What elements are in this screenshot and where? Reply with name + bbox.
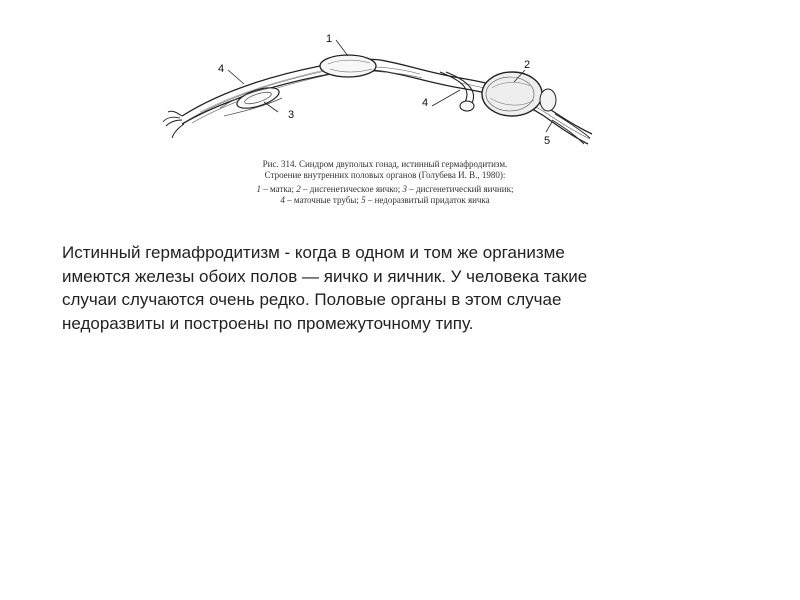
label-4-left: 4 bbox=[218, 63, 225, 75]
body-paragraph bbox=[62, 241, 762, 335]
legend-num: 1 bbox=[256, 184, 261, 194]
legend-text: – дисгенетическое яичко; bbox=[300, 184, 403, 194]
label-1: 1 bbox=[326, 33, 333, 45]
label-4-right: 4 bbox=[422, 97, 429, 109]
legend-num: 3 bbox=[402, 184, 407, 194]
legend-num: 5 bbox=[361, 195, 366, 205]
paragraph-line: Истинный гермафродитизм - когда в одном и том же организме bbox=[62, 243, 565, 262]
label-3: 3 bbox=[288, 109, 295, 121]
legend-text: – дисгенетический яичник; bbox=[406, 184, 514, 194]
anatomical-illustration bbox=[160, 28, 600, 160]
label-2: 2 bbox=[524, 59, 531, 71]
legend-text: – маточные трубы; bbox=[284, 195, 362, 205]
legend-num: 2 bbox=[296, 184, 301, 194]
legend-text: – матка; bbox=[260, 184, 297, 194]
label-5: 5 bbox=[544, 135, 551, 147]
legend-text: – недоразвитый придаток яичка bbox=[365, 195, 490, 205]
paragraph-line: недоразвиты и построены по промежуточному типу. bbox=[62, 313, 474, 333]
caption-legend-line-1 bbox=[200, 184, 570, 195]
caption-title: Рис. 314. Синдром двуполых гонад, истинный гермафродитизм. bbox=[262, 159, 508, 169]
paragraph-line: случаи случаются очень редко. Половые органы в этом случае bbox=[62, 290, 562, 309]
caption-subtitle: Строение внутренних половых органов (Голубева И. В., 1980): bbox=[264, 170, 506, 180]
legend-num: 4 bbox=[280, 195, 285, 205]
figure-caption bbox=[200, 159, 570, 206]
paragraph-line: имеются железы обоих полов — яичко и яичник. У человека такие bbox=[62, 266, 588, 286]
caption-legend-line-2 bbox=[200, 195, 570, 206]
gonad-drawing bbox=[160, 28, 600, 160]
